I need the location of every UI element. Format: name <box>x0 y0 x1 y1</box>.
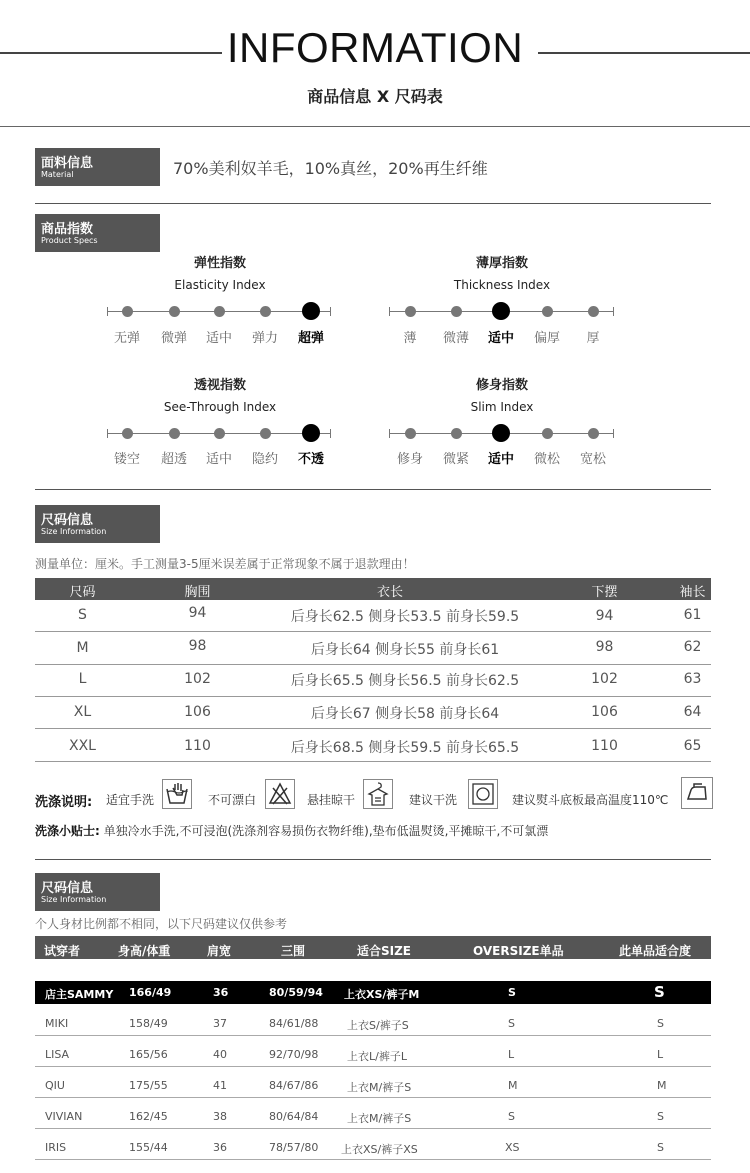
cell-fit: S <box>657 1141 664 1154</box>
thickness-index-level-label: 微薄 <box>442 331 469 346</box>
col-measures: 三围 <box>281 944 306 958</box>
fit-label-en: Size Information <box>41 895 107 904</box>
cell-measures: 84/61/88 <box>269 1017 319 1030</box>
elasticity-index-selected-marker <box>302 302 320 320</box>
slim-index-level-label: 适中 <box>487 452 514 467</box>
specs-section-label <box>35 214 160 252</box>
cell-measures: 92/70/98 <box>269 1048 319 1061</box>
col-oversize: OVERSIZE单品 <box>473 944 564 958</box>
cell-oversize: L <box>508 1048 515 1061</box>
slim-index-selected-marker <box>492 424 510 442</box>
see-through-index-scale-dot <box>169 428 180 439</box>
cell-length: 后身长62.5 侧身长53.5 前身长59.5 <box>290 609 520 625</box>
slim-index-scale-dot <box>588 428 599 439</box>
slim-index-scale-cap-left <box>389 429 390 438</box>
care-tips <box>35 822 548 839</box>
col-size: 尺码 <box>69 585 96 600</box>
col-fit-size: 适合SIZE <box>357 944 412 958</box>
table-row <box>35 729 711 762</box>
see-through-index-scale-dot <box>214 428 225 439</box>
cell-height-weight: 158/49 <box>129 1017 168 1030</box>
cell-sleeve: 63 <box>683 671 702 687</box>
elasticity-index-level-label: 适中 <box>205 331 232 346</box>
cell-chest: 102 <box>184 671 211 687</box>
material-text: 70%美利奴羊毛，10%真丝，20%再生纤维 <box>173 159 488 178</box>
care-tips-label: 洗涤小贴士: <box>35 824 100 838</box>
table-row <box>35 1129 711 1160</box>
table-row <box>35 632 711 665</box>
see-through-index-scale-dot <box>122 428 133 439</box>
cell-size: L <box>78 671 87 687</box>
cell-hem: 106 <box>591 704 618 720</box>
specs-label-en: Product Specs <box>41 236 98 245</box>
elasticity-index-scale-dot <box>260 306 271 317</box>
table-row <box>35 981 711 1004</box>
elasticity-index-scale-dot <box>122 306 133 317</box>
col-height-weight: 身高/体重 <box>118 944 171 958</box>
material-label-en: Material <box>41 170 74 179</box>
thickness-index-title: 薄厚指数 <box>475 256 528 271</box>
cell-sleeve: 65 <box>683 738 702 754</box>
cell-shoulder: 38 <box>213 1110 227 1123</box>
cell-length: 后身长68.5 侧身长59.5 前身长65.5 <box>290 740 520 756</box>
cell-height-weight: 165/56 <box>129 1048 168 1061</box>
cell-hem: 110 <box>591 738 618 754</box>
cell-sleeve: 62 <box>683 639 702 655</box>
elasticity-index-scale-dot <box>214 306 225 317</box>
see-through-index-scale-cap-left <box>107 429 108 438</box>
cell-fit: L <box>657 1048 664 1061</box>
care-hand-wash-text: 适宜手洗 <box>106 793 155 807</box>
see-through-index-title: 透视指数 <box>193 378 246 393</box>
elasticity-index-scale-cap-left <box>107 307 108 316</box>
cell-name: QIU <box>45 1079 65 1092</box>
no-bleach-icon <box>265 779 295 809</box>
table-row <box>35 664 711 697</box>
thickness-index-scale-cap-left <box>389 307 390 316</box>
cell-measures: 80/59/94 <box>269 986 323 999</box>
dry-clean-icon <box>468 779 498 809</box>
cell-fit-size: 上衣M/裤子S <box>347 1081 412 1094</box>
slim-index-level-label: 微紧 <box>442 452 469 467</box>
table-row <box>35 1036 711 1067</box>
cell-height-weight: 175/55 <box>129 1079 168 1092</box>
cell-size: XXL <box>69 738 96 754</box>
cell-oversize: S <box>508 986 516 999</box>
thickness-index-level-label: 厚 <box>586 331 600 346</box>
cell-name: LISA <box>45 1048 70 1061</box>
care-tips-text: 单独冷水手洗,不可浸泡(洗涤剂容易损伤衣物纤维),垫布低温熨烫,平摊晾干,不可氯漂 <box>103 824 549 838</box>
size-label-en: Size Information <box>41 527 107 536</box>
cell-measures: 84/67/86 <box>269 1079 319 1092</box>
elasticity-index-level-label: 无弹 <box>113 331 140 346</box>
care-no-bleach-text: 不可漂白 <box>208 793 257 807</box>
thickness-index-scale-dot <box>542 306 553 317</box>
slim-index-scale-dot <box>405 428 416 439</box>
slim-index-level-label: 微松 <box>533 452 560 467</box>
hand-wash-icon <box>162 779 192 809</box>
specs-label-cn: 商品指数 <box>41 222 94 237</box>
slim-index-title: 修身指数 <box>475 378 528 393</box>
slim-index-level-label: 修身 <box>396 452 423 467</box>
specs-divider <box>35 489 711 490</box>
material-section-label <box>35 148 160 186</box>
cell-oversize: S <box>508 1017 515 1030</box>
col-sleeve: 袖长 <box>679 585 706 600</box>
slim-index-scale-dot <box>542 428 553 439</box>
measurement-note: 测量单位：厘米。手工测量3-5厘米误差属于正常现象不属于退款理由！ <box>35 557 415 571</box>
see-through-index-level-label: 不透 <box>297 452 324 467</box>
thickness-index-subtitle: Thickness Index <box>453 278 551 292</box>
fit-label-cn: 尺码信息 <box>41 881 94 896</box>
table-row <box>35 1098 711 1129</box>
cell-fit-size: 上衣S/裤子S <box>347 1019 409 1032</box>
fit-note: 个人身材比例都不相同，以下尺码建议仅供参考 <box>35 917 288 931</box>
cell-length: 后身长67 侧身长58 前身长64 <box>310 706 500 722</box>
table-row <box>35 1005 711 1036</box>
cell-height-weight: 166/49 <box>129 986 172 999</box>
cell-fit-size: 上衣XS/裤子M <box>344 988 420 1001</box>
see-through-index-level-label: 超透 <box>160 452 187 467</box>
cell-hem: 98 <box>595 639 614 655</box>
thickness-index-level-label: 适中 <box>487 331 514 346</box>
see-through-index-level-label: 隐约 <box>251 452 278 467</box>
cell-chest: 106 <box>184 704 211 720</box>
see-through-index-level-label: 镂空 <box>113 452 140 467</box>
see-through-index-scale-cap-right <box>330 429 331 438</box>
cell-shoulder: 40 <box>213 1048 227 1061</box>
elasticity-index-subtitle: Elasticity Index <box>174 278 266 292</box>
cell-shoulder: 41 <box>213 1079 227 1092</box>
cell-name: MIKI <box>45 1017 69 1030</box>
cell-oversize: XS <box>505 1141 520 1154</box>
cell-shoulder: 36 <box>213 986 229 999</box>
cell-height-weight: 155/44 <box>129 1141 168 1154</box>
cell-fit-size: 上衣XS/裤子XS <box>341 1143 418 1156</box>
care-divider <box>35 859 711 860</box>
cell-size: S <box>78 607 87 623</box>
see-through-index-scale-dot <box>260 428 271 439</box>
cell-height-weight: 162/45 <box>129 1110 168 1123</box>
elasticity-index-title: 弹性指数 <box>193 256 246 271</box>
col-tester: 试穿者 <box>44 944 81 958</box>
table-row <box>35 1067 711 1098</box>
col-hem: 下摆 <box>591 585 618 600</box>
care-iron-text: 建议熨斗底板最高温度110℃ <box>512 793 669 807</box>
material-label-cn: 面料信息 <box>41 156 94 171</box>
elasticity-index-level-label: 超弹 <box>297 331 324 346</box>
table-row <box>35 696 711 729</box>
cell-hem: 94 <box>595 608 614 624</box>
hang-dry-icon <box>363 779 393 809</box>
cell-measures: 78/57/80 <box>269 1141 319 1154</box>
cell-name: 店主SAMMY <box>45 988 114 1001</box>
slim-index-scale-dot <box>451 428 462 439</box>
col-fit-degree: 此单品适合度 <box>619 944 692 958</box>
cell-fit-size: 上衣L/裤子L <box>347 1050 407 1063</box>
see-through-index-selected-marker <box>302 424 320 442</box>
care-title: 洗涤说明: <box>35 795 93 810</box>
cell-chest: 110 <box>184 738 211 754</box>
size-label-cn: 尺码信息 <box>41 513 94 528</box>
table-row <box>35 599 711 632</box>
fit-section-label <box>35 873 160 911</box>
care-hang-dry-text: 悬挂晾干 <box>307 793 356 807</box>
elasticity-index-scale-cap-right <box>330 307 331 316</box>
slim-index-level-label: 宽松 <box>579 452 606 467</box>
cell-length: 后身长65.5 侧身长56.5 前身长62.5 <box>290 673 520 689</box>
thickness-index-scale-dot <box>405 306 416 317</box>
cell-length: 后身长64 侧身长55 前身长61 <box>310 642 500 658</box>
cell-name: VIVIAN <box>45 1110 83 1123</box>
see-through-index-subtitle: See-Through Index <box>163 400 277 414</box>
page-subtitle: 商品信息 X 尺码表 <box>307 87 443 106</box>
size-table-header <box>35 578 711 600</box>
cell-chest: 94 <box>188 605 207 621</box>
slim-index-scale-cap-right <box>613 429 614 438</box>
elasticity-index-level-label: 弹力 <box>251 331 278 346</box>
cell-fit: S <box>657 1017 664 1030</box>
col-chest: 胸围 <box>184 585 211 600</box>
cell-fit-size: 上衣M/裤子S <box>347 1112 412 1125</box>
see-through-index-level-label: 适中 <box>205 452 232 467</box>
cell-name: IRIS <box>45 1141 67 1154</box>
cell-sleeve: 64 <box>683 704 702 720</box>
cell-oversize: M <box>508 1079 518 1092</box>
size-section-label <box>35 505 160 543</box>
thickness-index-level-label: 偏厚 <box>533 331 560 346</box>
thickness-index-scale-dot <box>451 306 462 317</box>
cell-shoulder: 36 <box>213 1141 227 1154</box>
elasticity-index-level-label: 微弹 <box>160 331 187 346</box>
cell-oversize: S <box>508 1110 515 1123</box>
page-title: INFORMATION <box>226 24 524 71</box>
cell-chest: 98 <box>188 638 207 654</box>
material-divider <box>35 203 711 204</box>
iron-icon <box>681 777 713 809</box>
cell-sleeve: 61 <box>683 607 702 623</box>
cell-size: XL <box>73 704 92 720</box>
col-length: 衣长 <box>376 585 403 600</box>
cell-hem: 102 <box>591 671 618 687</box>
cell-shoulder: 37 <box>213 1017 227 1030</box>
thickness-index-selected-marker <box>492 302 510 320</box>
col-shoulder: 肩宽 <box>207 944 232 958</box>
cell-fit: M <box>657 1079 667 1092</box>
thickness-index-scale-cap-right <box>613 307 614 316</box>
thickness-index-scale-dot <box>588 306 599 317</box>
thickness-index-level-label: 薄 <box>403 331 417 346</box>
header-divider <box>0 126 750 127</box>
cell-size: M <box>76 640 89 656</box>
care-dry-clean-text: 建议干洗 <box>409 793 458 807</box>
cell-fit: S <box>657 1110 664 1123</box>
elasticity-index-scale-dot <box>169 306 180 317</box>
cell-measures: 80/64/84 <box>269 1110 319 1123</box>
cell-fit: S <box>654 983 665 1001</box>
slim-index-subtitle: Slim Index <box>470 400 534 414</box>
